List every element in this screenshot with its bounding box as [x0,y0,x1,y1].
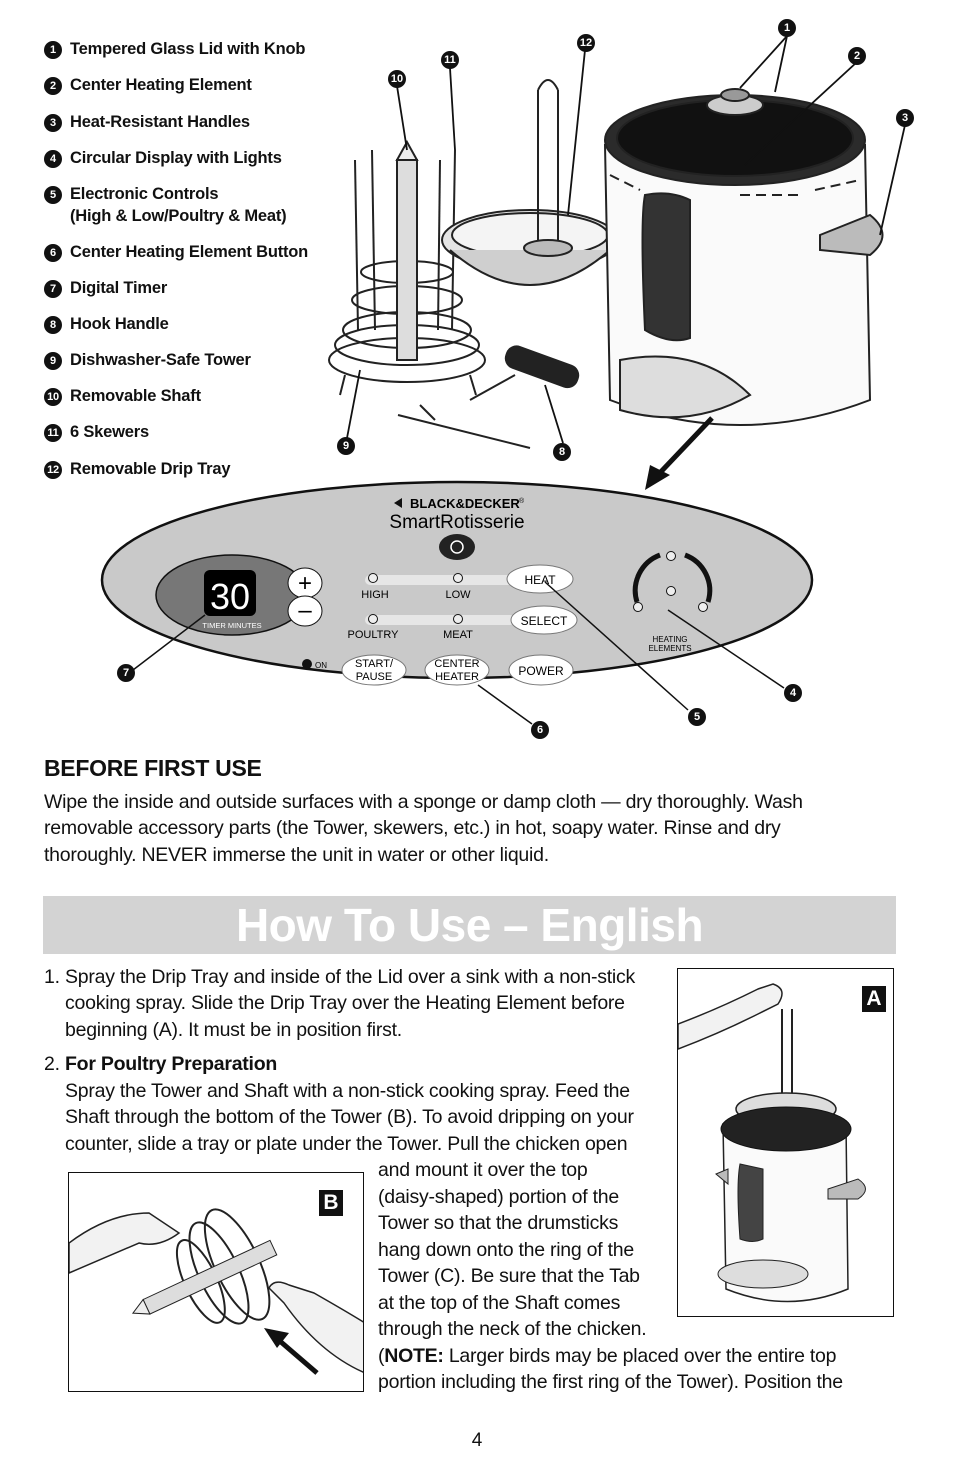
step2-line: counter, slide a tray or plate under the Tower. Pull the chicken open [65,1133,628,1155]
svg-text:®: ® [519,498,525,505]
legend-item-continued: (High & Low/Poultry & Meat) [70,207,287,225]
power-button[interactable]: POWER [518,664,564,678]
step2-line: Shaft through the bottom of the Tower (B). To avoid dripping on your [65,1106,634,1128]
legend-item: 6 Center Heating Element Button [44,243,308,262]
step1-line: cooking spray. Slide the Drip Tray over the Heating Element before [65,992,625,1014]
callout-12: 12 [577,34,595,52]
rotisserie-illustration [0,0,954,500]
step2-last-line: portion including the first ring of the Tower). Position the [378,1371,843,1393]
figure-a-label: A [862,986,886,1012]
legend-item: 5 Electronic Controls [44,185,218,204]
callout-8: 8 [553,443,571,461]
legend-item: 3 Heat-Resistant Handles [44,113,250,132]
legend-item: 4 Circular Display with Lights [44,149,282,168]
svg-text:PAUSE: PAUSE [355,671,393,683]
step2-narrow-line: Tower so that the drumsticks [378,1212,619,1234]
drip-tray-icon [442,80,618,285]
step2-line: Spray the Tower and Shaft with a non-stick cooking spray. Feed the [65,1080,630,1102]
before-line: removable accessory parts (the Tower, skewers, etc.) in hot, soapy water. Rinse and dry [44,817,781,839]
legend-item: 7 Digital Timer [44,279,167,298]
note-label: NOTE: [384,1345,444,1367]
callout-11: 11 [441,51,459,69]
legend-item: 9 Dishwasher-Safe Tower [44,351,251,370]
step2-narrow-line: Tower (C). Be sure that the Tab [378,1265,640,1287]
plus-icon: + [297,570,313,597]
rotisserie-unit-icon [605,89,883,425]
callout-3: 3 [896,109,914,127]
tower-icon [329,142,485,395]
step2-note-line: (NOTE: Larger birds may be placed over the entire top [378,1345,837,1367]
meat-label: MEAT [443,629,473,641]
legend-item: 10 Removable Shaft [44,387,201,406]
callout-1: 1 [778,19,796,37]
center-heater-button[interactable]: CENTER [434,658,480,670]
poultry-label: POULTRY [347,629,399,641]
heating-elements-label: HEATING [652,635,688,644]
callout-2: 2 [848,47,866,65]
step2-narrow-line: (daisy-shaped) portion of the [378,1186,619,1208]
legend-item: 1 Tempered Glass Lid with Knob [44,40,305,59]
figure-a-illustration [678,969,894,1317]
callout-9: 9 [337,437,355,455]
legend-item: 2 Center Heating Element [44,76,252,95]
before-line: thoroughly. NEVER immerse the unit in water or other liquid. [44,844,549,866]
step2-narrow-line: hang down onto the ring of the [378,1239,634,1261]
before-line: Wipe the inside and outside surfaces with a sponge or damp cloth — dry thoroughly. Wash [44,791,803,813]
heat-button[interactable]: HEAT [524,573,556,587]
control-panel [0,470,954,750]
page-number: 4 [471,1430,483,1451]
legend-item: 8 Hook Handle [44,315,169,334]
callout-10: 10 [388,70,406,88]
product-name: SmartRotisserie [389,512,525,533]
callout-7: 7 [117,664,135,682]
callout-6: 6 [531,721,549,739]
high-label: HIGH [361,589,389,601]
on-indicator-label: ON [315,661,327,670]
how-to-use-banner [43,896,896,954]
timer-label: TIMER MINUTES [202,621,262,630]
legend-item: 12 Removable Drip Tray [44,460,230,479]
start-pause-button[interactable]: START/ [354,658,394,670]
legend-item: 11 6 Skewers [44,423,149,442]
svg-text:HEATER: HEATER [435,671,479,683]
step2-narrow-line: through the neck of the chicken. [378,1318,647,1340]
step2-narrow-line: and mount it over the top [378,1159,588,1181]
step2-narrow-line: at the top of the Shaft comes [378,1292,621,1314]
figure-b-label: B [319,1190,343,1216]
hook-handle-icon [398,344,581,448]
step1-line: Spray the Drip Tray and inside of the Lid over a sink with a non-stick [65,966,635,988]
callout-4: 4 [784,684,802,702]
minus-icon: – [298,597,312,624]
svg-text:ELEMENTS: ELEMENTS [648,644,692,653]
step1-line: beginning (A). It must be in position first. [65,1019,402,1041]
callout-5: 5 [688,708,706,726]
step2-number: 2. [44,1053,60,1075]
brand-logo: BLACK&DECKER [410,496,520,511]
step1-number: 1. [44,966,60,988]
figure-a [677,968,894,1317]
low-label: LOW [445,589,471,601]
before-first-use-heading: BEFORE FIRST USE [44,755,262,781]
step2-heading: For Poultry Preparation [65,1053,278,1075]
select-button[interactable]: SELECT [520,614,568,628]
figure-b [68,1172,364,1392]
timer-display: 30 [209,576,251,617]
banner-title: How To Use – English [235,899,704,951]
